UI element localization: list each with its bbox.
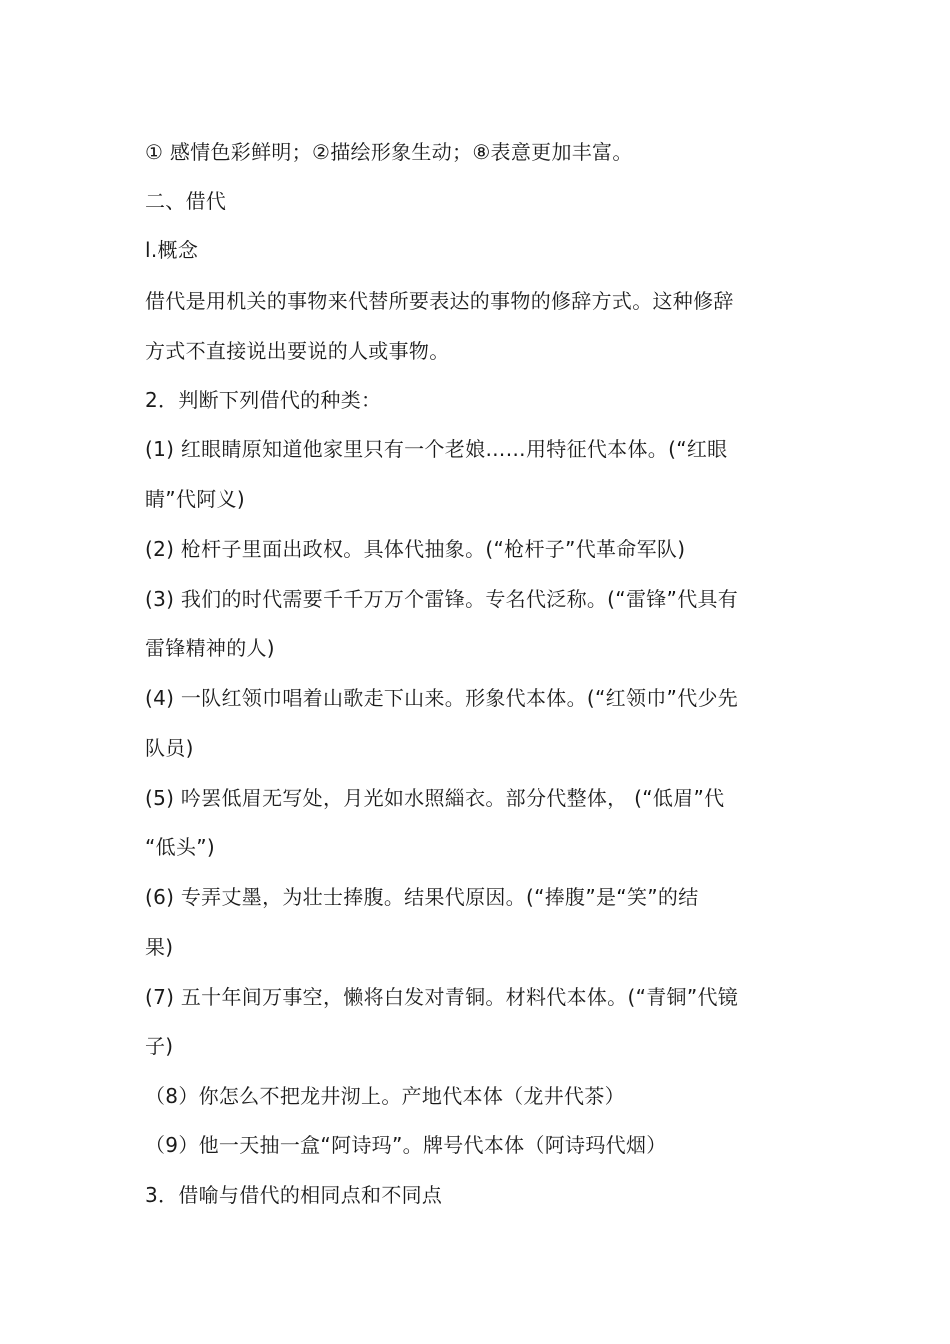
example-8: （8）你怎么不把龙井沏上。产地代本体（龙井代茶） xyxy=(145,1084,625,1108)
example-1-line-2: 睛”代阿义) xyxy=(145,487,245,511)
example-9: （9）他一天抽一盒“阿诗玛”。牌号代本体（阿诗玛代烟） xyxy=(145,1133,667,1157)
example-6-line-2: 果) xyxy=(145,935,174,959)
example-4-line-2: 队员) xyxy=(145,736,194,760)
example-6-line-1: (6) 专弄丈墨，为壮士捧腹。结果代原因。(“捧腹”是“笑”的结 xyxy=(145,885,699,909)
subheading-types: 2．判断下列借代的种类： xyxy=(145,388,382,412)
example-3-line-2: 雷锋精神的人) xyxy=(145,636,275,660)
example-5-line-2: “低头”) xyxy=(145,835,216,859)
example-2: (2) 枪杆子里面出政权。具体代抽象。(“枪杆子”代革命军队) xyxy=(145,537,686,561)
example-4-line-1: (4) 一队红领巾唱着山歌走下山来。形象代本体。(“红领巾”代少先 xyxy=(145,686,739,710)
example-3-line-1: (3) 我们的时代需要千千万万个雷锋。专名代泛称。(“雷锋”代具有 xyxy=(145,587,739,611)
section-heading-metonymy: 二、借代 xyxy=(145,189,227,213)
subheading-concept: l.概念 xyxy=(145,238,199,262)
text-line-definition-1: 借代是用机关的事物来代替所要表达的事物的修辞方式。这种修辞 xyxy=(145,289,734,313)
text-line-definition-2: 方式不直接说出要说的人或事物。 xyxy=(145,339,450,363)
example-5-line-1: (5) 吟罢低眉无写处，月光如水照緇衣。部分代整体， (“低眉”代 xyxy=(145,786,725,810)
subheading-comparison: 3．借喻与借代的相同点和不同点 xyxy=(145,1183,443,1207)
example-7-line-2: 子) xyxy=(145,1034,174,1058)
example-1-line-1: (1) 红眼睛原知道他家里只有一个老娘……用特征代本体。(“红眼 xyxy=(145,437,728,461)
example-7-line-1: (7) 五十年间万事空，懒将白发对青铜。材料代本体。(“青铜”代镜 xyxy=(145,985,739,1009)
text-line-features: ① 感情色彩鲜明；②描绘形象生动；⑧表意更加丰富。 xyxy=(145,140,633,164)
